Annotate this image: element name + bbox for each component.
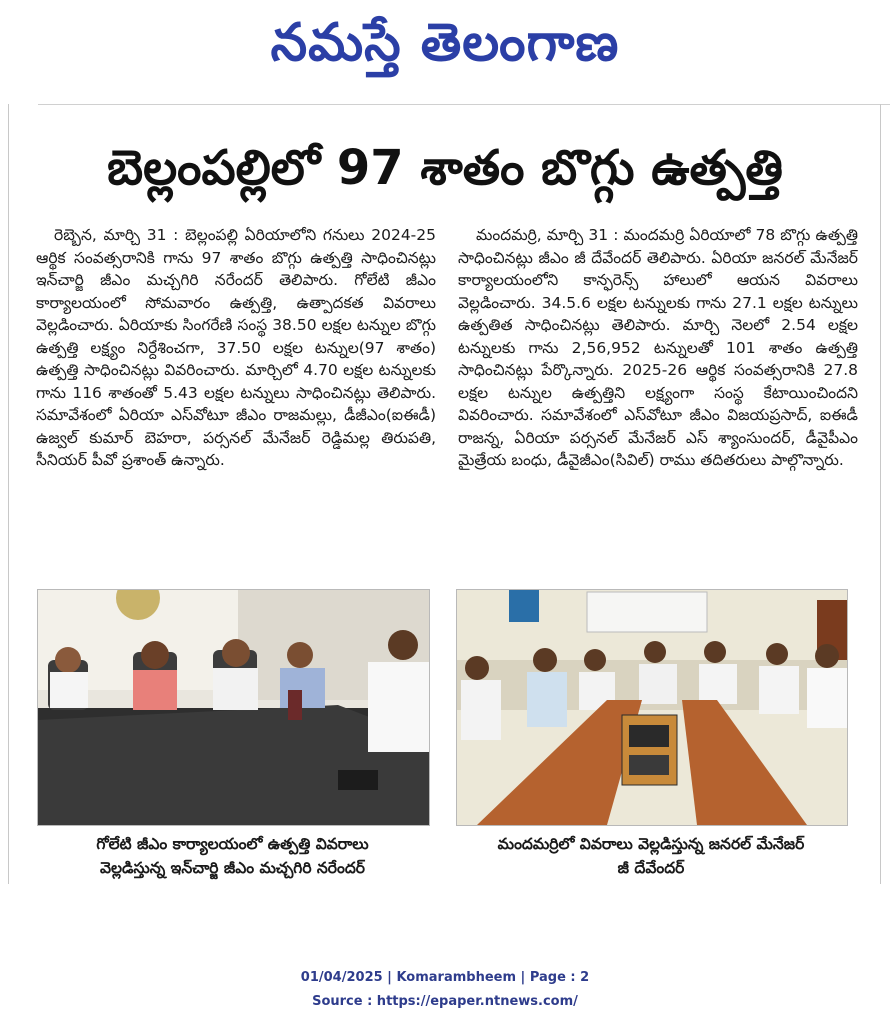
divider <box>38 104 890 105</box>
photo-mandamarri-meeting <box>456 589 848 826</box>
article-headline: బెల్లంపల్లిలో 97 శాతం బొగ్గు ఉత్పత్తి <box>107 140 783 196</box>
article-right-column: మందమర్రి, మార్చి 31 : మందమర్రి ఏరియాలో 78 బొగ్గు ఉత్పత్తి సాధించినట్లు జీఎం జీ దేవేందర్ తెలిపారు. ఏరియా జనరల్ మేనేజర్ కార్యాలయంలోని కాన్ఫరెన్స్ హాలులో ఆయన వివరాలు వెల్లడించారు. 34.5.6 లక్షల టన్నులకు గాను 27.1 లక్షల టన్నులు ఉత్పతిత సాధించినట్లు తెలిపారు. మార్చి నెలలో 2.54 లక్షల టన్నులకు గాను 2,56,952 టన్నులతో 101 శాతం ఉత్పత్తి సాధించినట్లు పేర్కొన్నారు. 2025-26 ఆర్థిక సంవత్సరానికి 27.8 లక్షల టన్నుల ఉత్పత్తిని లక్ష్యంగా సంస్థ కేటాయించిందని వివరించారు. సమావేశంలో ఎస్‌వోటూ జీఎం విజయప్రసాద్, ఐఈడీ రాజన్న, ఏరియా పర్సనల్ మేనేజర్ ఎస్ శ్యాంసుందర్, డీవైపీఎం మైత్రేయ బంధు, డీవైజీఎం(సివిల్) రాము తదితరులు పాల్గొన్నారు. <box>458 226 858 469</box>
caption-left-line-2: వెల్లడిస్తున్న ఇన్‌చార్జి జీఎం మచ్చగిరి నరేందర్ <box>100 859 365 877</box>
right-border <box>880 104 881 884</box>
footer-date-edition: 01/04/2025 | Komarambheem | Page : 2 <box>300 970 590 985</box>
caption-right-line-1: మందమర్రిలో వివరాలు వెల్లడిస్తున్న జనరల్ మేనేజర్ <box>497 835 805 853</box>
article-left-column: రెబ్బెన, మార్చి 31 : బెల్లంపల్లి ఏరియాలోని గనులు 2024-25 ఆర్థిక సంవత్సరానికి గాను 97 శాతం బొగ్గు ఉత్పత్తి సాధించినట్లు ఇన్‌చార్జి జీఎం మచ్చగిరి నరేందర్ తెలిపారు. గోలేటి జీఎం కార్యాలయంలో సోమవారం ఉత్పత్తి, ఉత్పాదకత వివరాలు వెల్లడించారు. ఏరియాకు సింగరేణి సంస్థ 38.50 లక్షల టన్నుల బొగ్గు ఉత్పత్తి లక్ష్యం నిర్దేశించగా, 37.50 లక్షల టన్నుల(97 శాతం) ఉత్పత్తి సాధించినట్లు వివరించారు. మార్చిలో 4.70 లక్షల టన్నులకు గాను 116 శాతంతో 5.43 లక్షల టన్నులు సాధించినట్లు తెలిపారు. సమావేశంలో ఏరియా ఎస్‌వోటూ జీఎం రాజమల్లు, డీజీఎం(ఐఈడీ) ఉజ్వల్ కుమార్ బెహరా, పర్సనల్ మేనేజర్ రెడ్డిమల్ల తిరుపతి, సీనియర్ పీవో ప్రశాంత్ ఉన్నారు. <box>36 226 436 469</box>
photo-goleti-meeting <box>37 589 430 826</box>
caption-left-line-1: గోలేటి జీఎం కార్యాలయంలో ఉత్పత్తి వివరాలు <box>96 835 369 853</box>
caption-right-line-2: జీ దేవేందర్ <box>617 859 685 877</box>
footer-source-link[interactable]: Source : https://epaper.ntnews.com/ <box>312 994 578 1009</box>
photo-caption-left <box>37 832 428 880</box>
photo-caption-right <box>456 832 846 880</box>
masthead-title: నమస్తే తెలంగాణ <box>270 13 620 73</box>
left-border <box>8 104 9 884</box>
